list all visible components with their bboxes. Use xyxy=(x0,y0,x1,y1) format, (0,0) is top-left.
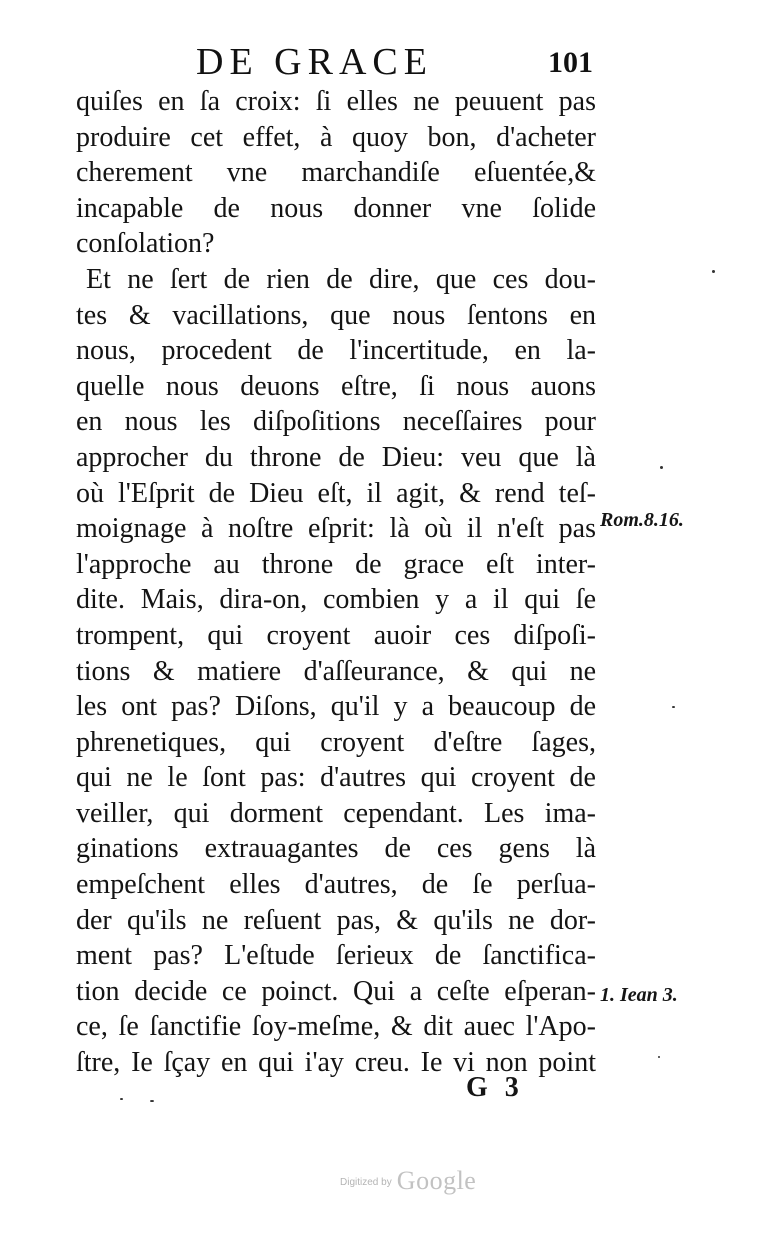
text-line: conſolation? xyxy=(76,228,215,260)
scan-speck xyxy=(672,706,675,708)
text-line: ce, ſe ſanctifie ſoy-meſme, & dit auec l'Apo- xyxy=(76,1011,596,1043)
page-number: 101 xyxy=(548,46,593,79)
body-text xyxy=(76,84,596,1081)
text-line: tes & vacillations, que nous ſentons en xyxy=(76,299,596,331)
signature-mark: G 3 xyxy=(466,1072,519,1103)
text-line: phrenetiques, qui croyent d'eſtre ſages, xyxy=(76,726,596,758)
running-title: DE GRACE xyxy=(196,41,433,83)
watermark-caption: Digitized by xyxy=(340,1177,392,1188)
text-line: nous, procedent de l'incertitude, en la- xyxy=(76,335,596,367)
text-line: ſtre, Ie ſçay en qui i'ay creu. Ie vi non point xyxy=(76,1047,596,1079)
text-line: quelle nous deuons eſtre, ſi nous auons xyxy=(76,370,596,402)
text-line: Et ne ſert de rien de dire, que ces dou- xyxy=(86,263,596,295)
text-line: approcher du throne de Dieu: veu que là xyxy=(76,441,596,473)
text-line: dite. Mais, dira-on, combien y a il qui ſe xyxy=(76,584,596,616)
text-line: moignage à noſtre eſprit: là où il n'eſt pas xyxy=(76,513,596,545)
text-line: der qu'ils ne reſuent pas, & qu'ils ne dor- xyxy=(76,904,596,936)
scan-speck xyxy=(658,1056,660,1058)
scan-speck xyxy=(712,270,715,273)
text-line: trompent, qui croyent auoir ces diſpoſi- xyxy=(76,619,596,651)
text-line: où l'Eſprit de Dieu eſt, il agit, & rend teſ- xyxy=(76,477,596,509)
text-line: cherement vne marchandiſe eſuentée,& xyxy=(76,157,596,189)
marginal-note-romans: Rom.8.16. xyxy=(600,509,684,531)
text-line: les ont pas? Diſons, qu'il y a beaucoup de xyxy=(76,691,596,723)
text-line: incapable de nous donner vne ſolide xyxy=(76,192,596,224)
text-line: tions & matiere d'aſſeurance, & qui ne xyxy=(76,655,596,687)
scan-speck xyxy=(660,466,663,469)
marginal-note-jean: 1. Iean 3. xyxy=(600,984,678,1006)
text-line: empeſchent elles d'autres, de ſe perſua- xyxy=(76,869,596,901)
running-head xyxy=(0,36,768,86)
text-line: quiſes en ſa croix: ſi elles ne peuuent pas xyxy=(76,86,596,117)
text-line: veiller, qui dorment cependant. Les ima- xyxy=(76,797,596,829)
text-line: l'approche au throne de grace eſt inter- xyxy=(76,548,596,580)
text-line: qui ne le ſont pas: d'autres qui croyent de xyxy=(76,762,596,794)
text-line: ginations extrauagantes de ces gens là xyxy=(76,833,596,865)
scan-speck xyxy=(120,1098,123,1100)
google-watermark xyxy=(340,1166,476,1206)
text-line: ment pas? L'eſtude ſerieux de ſanctifica- xyxy=(76,940,596,972)
text-line: produire cet effet, à quoy bon, d'acheter xyxy=(76,121,596,153)
google-logo: Google xyxy=(396,1166,477,1195)
scan-speck xyxy=(150,1100,154,1102)
text-line: tion decide ce poinct. Qui a ceſte eſperan- xyxy=(76,975,596,1007)
text-line: en nous les diſpoſitions neceſſaires pour xyxy=(76,406,596,438)
